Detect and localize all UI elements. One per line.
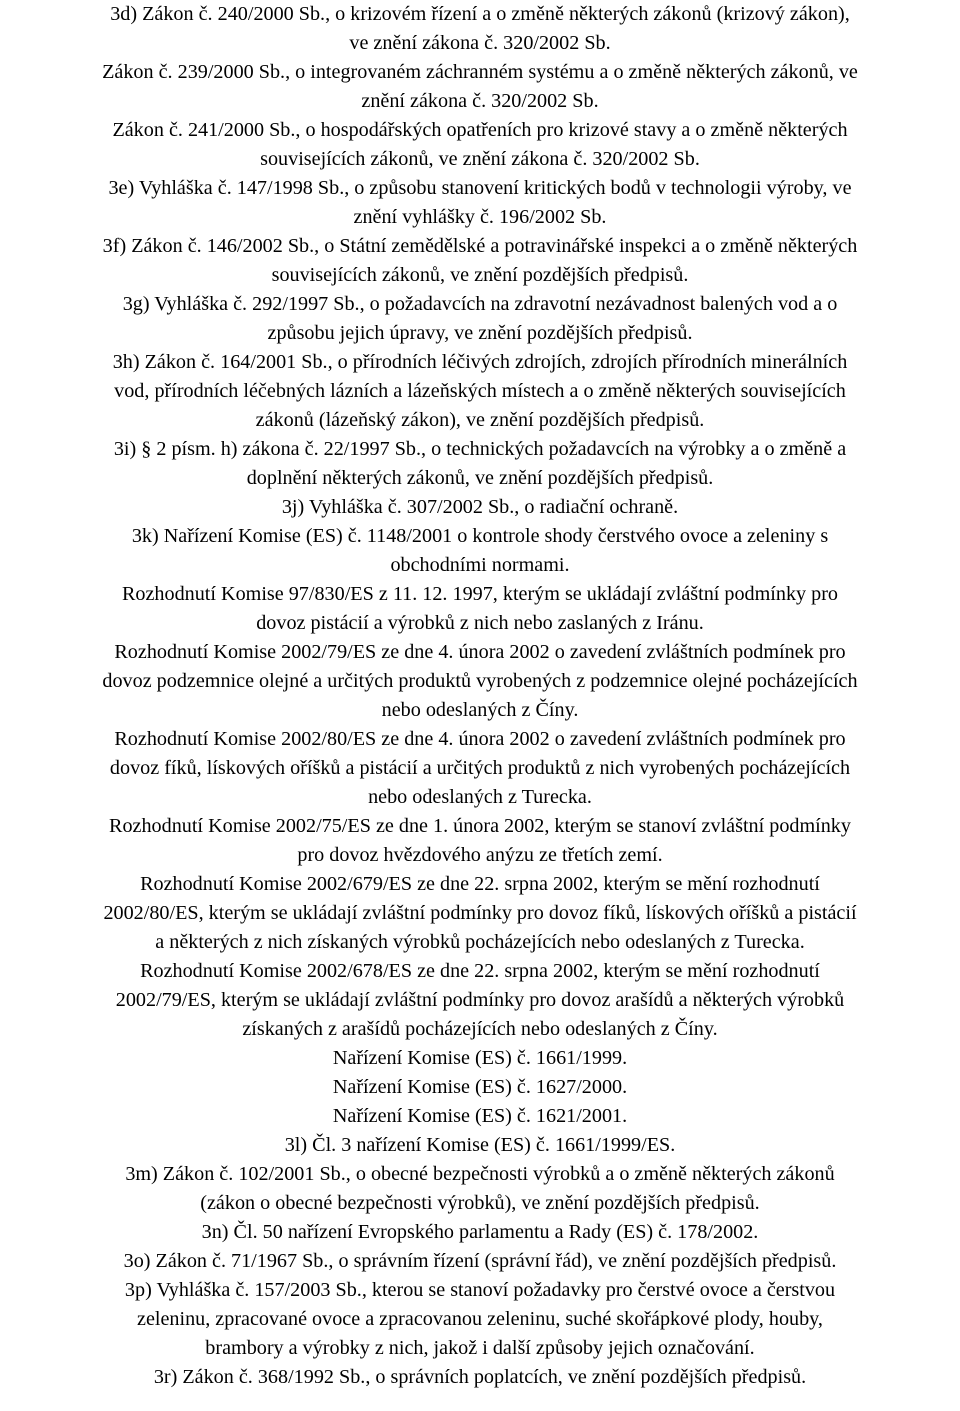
text-line: souvisejících zákonů, ve znění zákona č. 320/2002 Sb. (260, 148, 700, 170)
text-line: Nařízení Komise (ES) č. 1627/2000. (332, 1076, 628, 1098)
text-line: dovoz podzemnice olejné a určitých produktů vyrobených z podzemnice olejné pocházejících (102, 670, 858, 692)
text-line: 3g) Vyhláška č. 292/1997 Sb., o požadavcích na zdravotní nezávadnost balených vod a o (122, 293, 838, 315)
text-line: 3l) Čl. 3 nařízení Komise (ES) č. 1661/1999/ES. (284, 1134, 676, 1156)
text-line: 3m) Zákon č. 102/2001 Sb., o obecné bezpečnosti výrobků a o změně některých zákonů (125, 1163, 835, 1185)
text-line: 3h) Zákon č. 164/2001 Sb., o přírodních léčivých zdrojích, zdrojích přírodních minerálních (112, 351, 848, 373)
text-line: nebo odeslaných z Turecka. (368, 786, 592, 808)
text-line: 3k) Nařízení Komise (ES) č. 1148/2001 o kontrole shody čerstvého ovoce a zeleniny s (131, 525, 829, 547)
text-line: pro dovoz hvězdového anýzu ze třetích zemí. (297, 844, 663, 866)
text-line: 3p) Vyhláška č. 157/2003 Sb., kterou se stanoví požadavky pro čerstvé ovoce a čerstvou (124, 1279, 836, 1301)
text-line: dovoz fíků, lískových oříšků a pistácií a určitých produktů z nich vyrobených pocházejících (109, 757, 851, 779)
text-line: Rozhodnutí Komise 2002/79/ES ze dne 4. února 2002 o zavedení zvláštních podmínek pro (114, 641, 846, 663)
text-line: Nařízení Komise (ES) č. 1661/1999. (332, 1047, 628, 1069)
text-line: získaných z arašídů pocházejících nebo odeslaných z Číny. (242, 1018, 718, 1040)
text-line: doplnění některých zákonů, ve znění pozdějších předpisů. (246, 467, 714, 489)
text-line: 3i) § 2 písm. h) zákona č. 22/1997 Sb., o technických požadavcích na výrobky a o změně a (113, 438, 847, 460)
text-line: Rozhodnutí Komise 2002/75/ES ze dne 1. února 2002, kterým se stanoví zvláštní podmínky (109, 815, 851, 837)
text-line: zeleninu, zpracované ovoce a zpracovanou zeleninu, suché skořápkové plody, houby, (136, 1308, 823, 1330)
text-line: Nařízení Komise (ES) č. 1621/2001. (332, 1105, 628, 1127)
text-line: Rozhodnutí Komise 2002/80/ES ze dne 4. února 2002 o zavedení zvláštních podmínek pro (114, 728, 846, 750)
text-line: 3f) Zákon č. 146/2002 Sb., o Státní zemědělské a potravinářské inspekci a o změně některých (102, 235, 858, 257)
text-line: souvisejících zákonů, ve znění pozdějších předpisů. (271, 264, 689, 286)
text-line: a některých z nich získaných výrobků pocházejících nebo odeslaných z Turecka. (155, 931, 805, 953)
text-line: znění zákona č. 320/2002 Sb. (361, 90, 599, 112)
text-line: obchodními normami. (390, 554, 570, 576)
text-line: zákonů (lázeňský zákon), ve znění pozdějších předpisů. (255, 409, 705, 431)
text-line: ve znění zákona č. 320/2002 Sb. (349, 32, 611, 54)
text-line: 3n) Čl. 50 nařízení Evropského parlamentu a Rady (ES) č. 178/2002. (201, 1221, 759, 1243)
text-line: Rozhodnutí Komise 97/830/ES z 11. 12. 1997, kterým se ukládají zvláštní podmínky pro (121, 583, 839, 605)
text-line: 3e) Vyhláška č. 147/1998 Sb., o způsobu stanovení kritických bodů v technologii výroby, ve (108, 177, 852, 199)
text-line: 2002/80/ES, kterým se ukládají zvláštní podmínky pro dovoz fíků, lískových oříšků a pistácií (103, 902, 857, 924)
text-line: Zákon č. 239/2000 Sb., o integrovaném záchranném systému a o změně některých zákonů, ve (102, 61, 858, 83)
text-line: vod, přírodních léčebných lázních a lázeňských místech a o změně některých souvisejících (114, 380, 846, 402)
text-line: dovoz pistácií a výrobků z nich nebo zaslaných z Iránu. (256, 612, 704, 634)
text-line: 2002/79/ES, kterým se ukládají zvláštní podmínky pro dovoz arašídů a některých výrobků (115, 989, 845, 1011)
text-line: 3j) Vyhláška č. 307/2002 Sb., o radiační ochraně. (281, 496, 679, 518)
text-line: 3o) Zákon č. 71/1967 Sb., o správním řízení (správní řád), ve znění pozdějších předpisů. (123, 1250, 837, 1272)
text-line: 3r) Zákon č. 368/1992 Sb., o správních poplatcích, ve znění pozdějších předpisů. (153, 1366, 807, 1388)
text-line: Zákon č. 241/2000 Sb., o hospodářských opatřeních pro krizové stavy a o změně některých (112, 119, 848, 141)
text-line: znění vyhlášky č. 196/2002 Sb. (353, 206, 607, 228)
text-line: (zákon o obecné bezpečnosti výrobků), ve znění pozdějších předpisů. (200, 1192, 760, 1214)
text-line: způsobu jejich úpravy, ve znění pozdějších předpisů. (267, 322, 693, 344)
text-line: Rozhodnutí Komise 2002/679/ES ze dne 22. srpna 2002, kterým se mění rozhodnutí (140, 873, 820, 895)
text-line: 3d) Zákon č. 240/2000 Sb., o krizovém řízení a o změně některých zákonů (krizový zákon), (110, 3, 850, 25)
text-line: nebo odeslaných z Číny. (381, 699, 579, 721)
text-line: brambory a výrobky z nich, jakož i další způsoby jejich označování. (205, 1337, 755, 1359)
text-line: Rozhodnutí Komise 2002/678/ES ze dne 22. srpna 2002, kterým se mění rozhodnutí (140, 960, 820, 982)
